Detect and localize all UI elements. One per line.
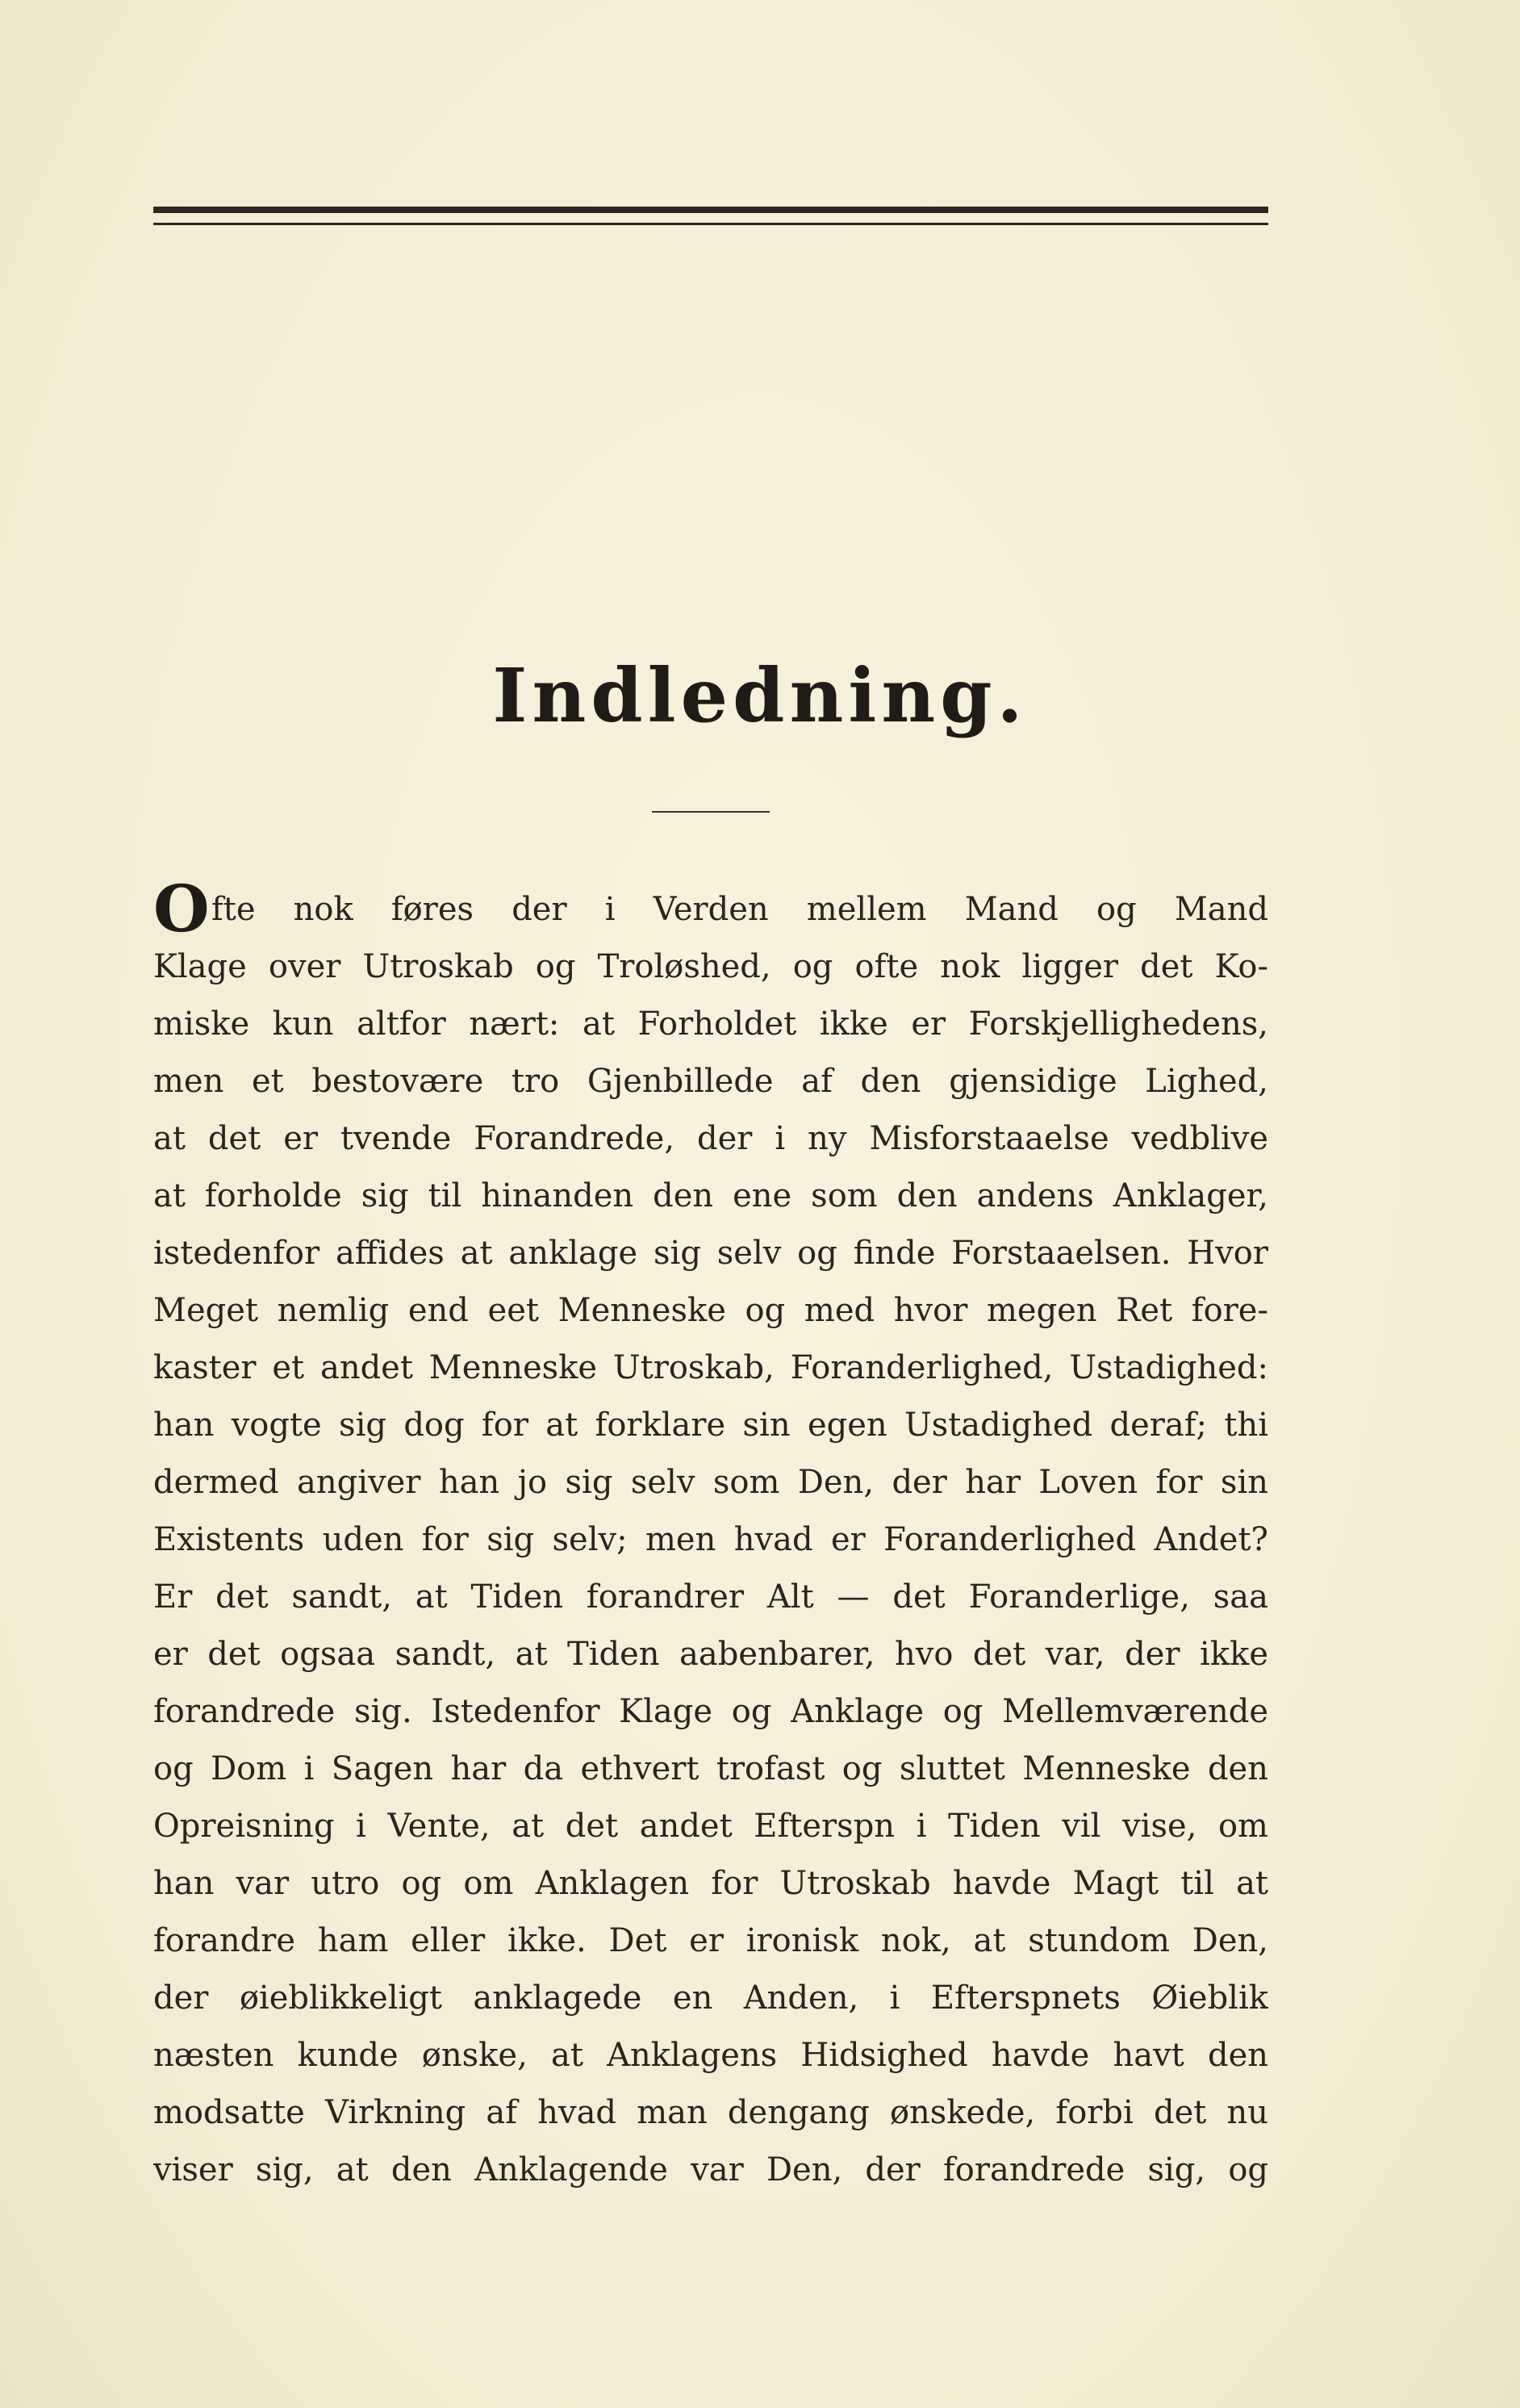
text-line: han vogte sig dog for at forklare sin egen Ustadighed deraf; thi xyxy=(153,1407,1268,1444)
text-line-first xyxy=(153,881,1268,939)
header-rule-thick xyxy=(153,207,1268,213)
chapter-title: Indledning. xyxy=(492,652,1028,739)
text-line: han var utro og om Anklagen for Utroskab havde Magt til at xyxy=(153,1865,1268,1902)
text-line: og Dom i Sagen har da ethvert trofast og sluttet Menneske den xyxy=(153,1750,1268,1787)
header-rule-thin xyxy=(153,223,1268,225)
text-line: at det er tvende Forandrede, der i ny Misforstaaelse vedblive xyxy=(153,1120,1268,1157)
text-line: dermed angiver han jo sig selv som Den, der har Loven for sin xyxy=(153,1464,1268,1501)
text-line: at forholde sig til hinanden den ene som den andens Anklager, xyxy=(153,1177,1268,1214)
text-line: næsten kunde ønske, at Anklagens Hidsighed havde havt den xyxy=(153,2037,1268,2074)
text-line: kaster et andet Menneske Utroskab, Foranderlighed, Ustadighed: xyxy=(153,1349,1268,1386)
text-line: forandrede sig. Istedenfor Klage og Anklage og Mellemværende xyxy=(153,1693,1268,1730)
text-line: forandre ham eller ikke. Det er ironisk nok, at stundom Den, xyxy=(153,1922,1268,1959)
text-line: viser sig, at den Anklagende var Den, der forandrede sig, og xyxy=(153,2151,1268,2189)
text-line: modsatte Virkning af hvad man dengang ønskede, forbi det nu xyxy=(153,2094,1268,2131)
text-line: der øieblikkeligt anklagede en Anden, i Efterspnets Øieblik xyxy=(153,1979,1268,2017)
text-line: Klage over Utroskab og Troløshed, og ofte nok ligger det Ko- xyxy=(153,948,1268,985)
text-line: Meget nemlig end eet Menneske og med hvor megen Ret fore- xyxy=(153,1292,1268,1329)
text-line: er det ogsaa sandt, at Tiden aabenbarer, hvo det var, der ikke xyxy=(153,1636,1268,1673)
text-line: istedenfor affides at anklage sig selv og finde Forstaaelsen. Hvor xyxy=(153,1235,1268,1272)
text-line: miske kun altfor nært: at Forholdet ikke er Forskjellighedens, xyxy=(153,1005,1268,1043)
title-divider xyxy=(652,811,770,813)
drop-cap: O xyxy=(153,881,210,939)
text-line: Opreisning i Vente, at det andet Efterspn i Tiden vil vise, om xyxy=(153,1808,1268,1845)
text-line: men et bestovære tro Gjenbillede af den gjensidige Lighed, xyxy=(153,1063,1268,1100)
text-line-first-rest: fte nok føres der i Verden mellem Mand og Mand xyxy=(211,891,1268,928)
body-text xyxy=(153,881,1268,2199)
text-line: Existents uden for sig selv; men hvad er Foranderlighed Andet? xyxy=(153,1521,1268,1558)
text-line: Er det sandt, at Tiden forandrer Alt — det Foranderlige, saa xyxy=(153,1578,1268,1616)
